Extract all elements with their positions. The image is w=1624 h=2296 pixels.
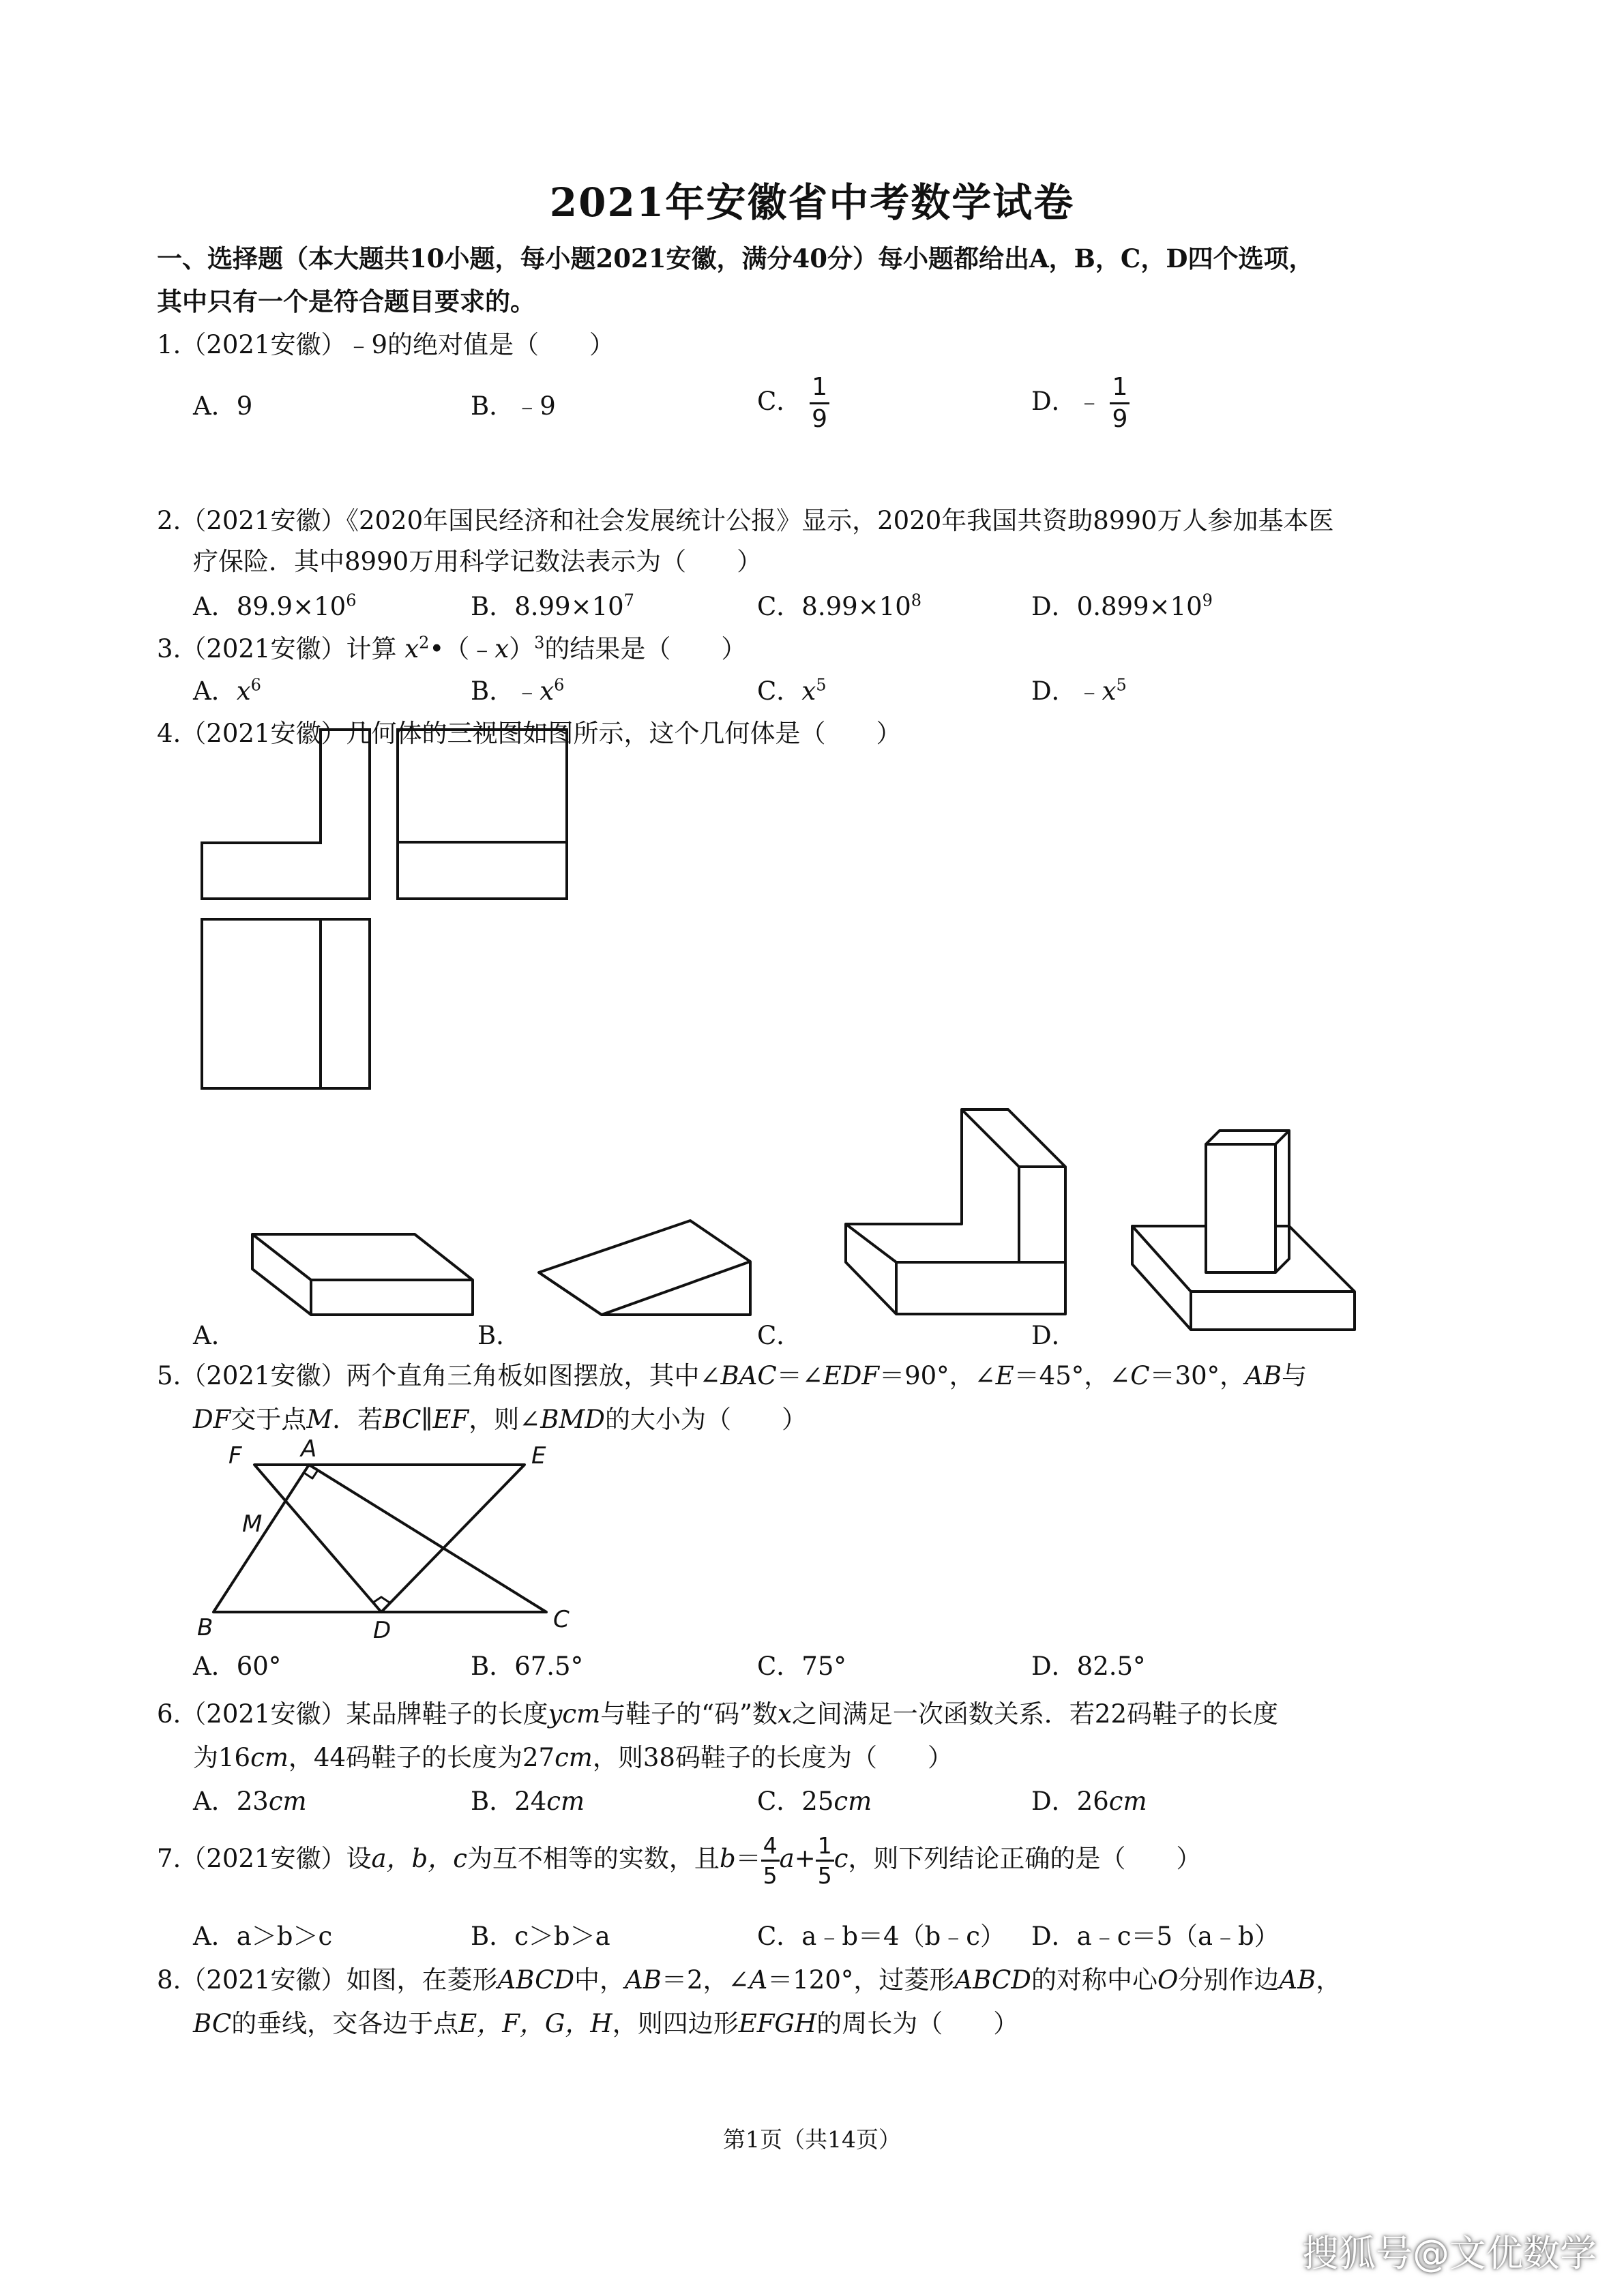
q3-stem-text: 3.（2021安徽）计算 <box>157 634 405 664</box>
q5-var: BC <box>383 1405 422 1434</box>
q2-option-c <box>757 591 921 623</box>
q3-stem <box>157 633 746 666</box>
option-label: B．﹣ <box>471 676 540 706</box>
q5-var: E <box>995 1361 1014 1390</box>
q4-option-c-solid <box>839 1101 1084 1333</box>
section-header-line2: 其中只有一个是符合题目要求的。 <box>157 286 535 316</box>
q6-option-c <box>757 1785 872 1818</box>
option-text: A．23 <box>193 1787 269 1816</box>
q8-text: 中， <box>574 1965 625 1995</box>
q5-option-b: B．67.5° <box>471 1652 584 1681</box>
q5-text: 5.（2021安徽）两个直角三角板如图摆放，其中∠ <box>157 1361 721 1390</box>
q4-option-c-label: C． <box>757 1321 802 1350</box>
var-x: x <box>236 676 251 706</box>
point-label-a: A <box>301 1435 317 1463</box>
q3-option-b <box>471 675 564 708</box>
q6-unit: cm <box>250 1743 289 1772</box>
q5-stem-line2 <box>193 1403 807 1436</box>
q1-option-d-label: D．﹣ <box>1031 387 1102 416</box>
exponent: 9 <box>1202 591 1213 610</box>
q8-text: ＝120°，过菱形 <box>767 1965 955 1995</box>
q4-option-a-label: A． <box>193 1321 237 1350</box>
var-x: x <box>1102 676 1117 706</box>
q1-option-c <box>757 375 829 432</box>
fraction-denominator: 9 <box>812 405 827 433</box>
point-label-f: F <box>228 1442 242 1470</box>
q5-text: 的大小为（ ） <box>604 1405 807 1434</box>
q8-text: ＝2，∠ <box>661 1965 750 1995</box>
exponent: 6 <box>250 675 261 695</box>
q7-fraction-1 <box>761 1834 780 1887</box>
point-label-d: D <box>373 1617 392 1644</box>
q1-option-d <box>1031 375 1130 432</box>
exponent: 3 <box>534 633 545 653</box>
q6-text: 之间满足一次函数关系．若22码鞋子的长度 <box>791 1699 1278 1729</box>
exponent: 5 <box>816 675 827 695</box>
q6-text: 与鞋子的“码”数 <box>600 1699 778 1729</box>
q5-option-c: C．75° <box>757 1652 846 1681</box>
q6-option-d <box>1031 1785 1147 1818</box>
q4-stem: 4.（2021安徽）几何体的三视图如图所示，这个几何体是（ ） <box>157 719 902 748</box>
exponent: 5 <box>1116 675 1127 695</box>
q8-var: AB <box>1279 1965 1316 1995</box>
q7-option-c: C．a﹣b＝4（b﹣c） <box>757 1922 1006 1951</box>
q1-option-c-label: C． <box>757 387 802 416</box>
q1-stem: 1.（2021安徽）﹣9的绝对值是（ ） <box>157 330 615 359</box>
q2-stem-line1: 2.（2021安徽）《2020年国民经济和社会发展统计公报》显示，2020年我国共资助8990万人参加基本医 <box>157 506 1334 535</box>
q4-option-b-solid <box>532 1214 764 1337</box>
q6-stem-line2 <box>193 1742 953 1774</box>
point-label-b: B <box>197 1614 213 1641</box>
q2-option-a <box>193 591 356 623</box>
fraction-numerator: 4 <box>761 1834 780 1862</box>
fraction-denominator: 5 <box>763 1862 778 1889</box>
q5-var: EDF <box>823 1361 880 1390</box>
var-x: x <box>801 676 816 706</box>
option-text: D．26 <box>1031 1787 1109 1816</box>
q3-option-c <box>757 675 826 708</box>
q6-option-b <box>471 1785 585 1818</box>
fraction-numerator: 1 <box>810 375 829 404</box>
q7-var: a <box>779 1844 795 1873</box>
q5-text: ，则∠ <box>469 1405 541 1434</box>
q8-text: 的垂线，交各边于点 <box>231 2009 459 2038</box>
var-x: x <box>540 676 555 706</box>
q8-var: O <box>1157 1965 1179 1995</box>
q8-text: 的周长为（ ） <box>816 2009 1019 2038</box>
q1-option-a: A．9 <box>193 391 253 421</box>
q6-option-a <box>193 1785 307 1818</box>
q5-var: BAC <box>720 1361 777 1390</box>
q8-stem-line1 <box>157 1964 1341 1997</box>
q1-option-b: B．﹣9 <box>471 391 556 421</box>
q5-stem-line1 <box>157 1360 1307 1392</box>
fraction-denominator: 9 <box>1112 405 1128 433</box>
q6-stem-line1 <box>157 1698 1278 1731</box>
q3-stem-text: ） <box>509 634 535 664</box>
unit: cm <box>268 1787 307 1816</box>
q7-fraction-2 <box>816 1834 834 1887</box>
q7-text: 7.（2021安徽）设 <box>157 1844 372 1873</box>
var-x: x <box>494 634 510 664</box>
page-title: 2021年安徽省中考数学试卷 <box>549 179 1075 226</box>
q5-text: ＝30°， <box>1149 1361 1245 1390</box>
q6-var: ycm <box>548 1699 601 1729</box>
fraction-numerator: 1 <box>816 1834 834 1862</box>
q7-option-d: D．a﹣c＝5（a﹣b） <box>1031 1922 1280 1951</box>
option-label: A． <box>193 676 237 706</box>
q7-text: ，则下列结论正确的是（ ） <box>848 1844 1202 1873</box>
fraction-denominator: 5 <box>817 1862 832 1889</box>
q8-var: EFGH <box>738 2009 817 2038</box>
point-label-c: C <box>553 1606 570 1633</box>
q4-option-d-label: D． <box>1031 1321 1077 1350</box>
watermark: 搜狐号@文优数学 <box>1302 2232 1597 2275</box>
option-text: C．25 <box>757 1787 834 1816</box>
exponent: 6 <box>554 675 565 695</box>
q5-text: ∥ <box>421 1405 433 1434</box>
q5-option-d: D．82.5° <box>1031 1652 1146 1681</box>
q2-option-a-text: A．89.9×10 <box>193 592 346 621</box>
point-label-m: M <box>242 1510 263 1538</box>
q8-stem-line2 <box>193 2008 1018 2040</box>
unit: cm <box>833 1787 872 1816</box>
exponent: 6 <box>346 591 357 610</box>
q2-option-d-text: D．0.899×10 <box>1031 592 1202 621</box>
unit: cm <box>546 1787 585 1816</box>
q8-text: 的对称中心 <box>1031 1965 1157 1995</box>
q6-unit: cm <box>555 1743 593 1772</box>
q3-option-a <box>193 675 261 708</box>
q2-stem-line2: 疗保险．其中8990万用科学记数法表示为（ ） <box>193 547 763 576</box>
q6-text: 为16 <box>193 1743 251 1772</box>
triangle-abc <box>213 1465 546 1612</box>
q5-text: 交于点 <box>231 1405 307 1434</box>
q5-text: ＝45°，∠ <box>1014 1361 1131 1390</box>
q7-text: 为互不相等的实数，且 <box>467 1844 720 1873</box>
q5-var: BMD <box>540 1405 605 1434</box>
q5-text: ＝∠ <box>776 1361 823 1390</box>
q5-option-a: A．60° <box>193 1652 282 1681</box>
q5-var: DF <box>193 1405 231 1434</box>
q7-text: ＝ <box>735 1844 761 1873</box>
section-header-line1: 一、选择题（本大题共10小题，每小题2021安徽，满分40分）每小题都给出A，B，C，D四个选项， <box>157 243 1314 273</box>
var-x: x <box>404 634 419 664</box>
q5-text: ．若 <box>332 1405 383 1434</box>
side-view <box>398 730 567 899</box>
q6-text: 6.（2021安徽）某品牌鞋子的长度 <box>157 1699 548 1729</box>
option-text: B．24 <box>471 1787 547 1816</box>
q4-option-a-solid <box>246 1214 491 1337</box>
q7-text: + <box>794 1844 816 1873</box>
q5-var: AB <box>1245 1361 1282 1390</box>
q2-option-b <box>471 591 634 623</box>
q1-option-d-fraction <box>1110 375 1130 432</box>
q8-text: ， <box>1316 1965 1342 1995</box>
exponent: 7 <box>623 591 634 610</box>
q5-var: EF <box>432 1405 469 1434</box>
q3-option-d <box>1031 675 1127 708</box>
page-footer: 第1页（共14页） <box>723 2126 901 2153</box>
exponent: 2 <box>419 633 430 653</box>
exponent: 8 <box>911 591 922 610</box>
q3-stem-text: •（﹣ <box>429 634 495 664</box>
q2-option-b-text: B．8.99×10 <box>471 592 624 621</box>
q3-stem-text: 的结果是（ ） <box>544 634 747 664</box>
q8-var: BC <box>193 2009 232 2038</box>
q4-option-b-label: B． <box>477 1321 522 1350</box>
q1-option-c-fraction <box>810 375 829 432</box>
q5-triangles-figure <box>193 1435 602 1644</box>
q7-stem <box>157 1834 1201 1887</box>
q6-var: x <box>778 1699 792 1729</box>
q5-text: 与 <box>1282 1361 1308 1390</box>
point-label-e: E <box>531 1442 546 1470</box>
q7-option-a: A．a＞b＞c <box>193 1922 333 1951</box>
q8-var: AB <box>625 1965 662 1995</box>
q6-text: ，则38码鞋子的长度为（ ） <box>592 1743 953 1772</box>
q2-option-c-text: C．8.99×10 <box>757 592 911 621</box>
q7-option-b: B．c＞b＞a <box>471 1922 610 1951</box>
q5-var: C <box>1130 1361 1150 1390</box>
option-label: D．﹣ <box>1031 676 1102 706</box>
q7-var: b <box>719 1844 736 1873</box>
q5-text: ＝90°，∠ <box>879 1361 996 1390</box>
option-label: C． <box>757 676 802 706</box>
q8-text: ，则四边形 <box>612 2009 739 2038</box>
q8-text: 8.（2021安徽）如图，在菱形 <box>157 1965 498 1995</box>
fraction-numerator: 1 <box>1110 375 1130 404</box>
q8-var: ABCD <box>497 1965 575 1995</box>
top-view <box>202 919 370 1088</box>
front-view <box>202 730 370 899</box>
q2-option-d <box>1031 591 1213 623</box>
q7-var: c <box>833 1844 848 1873</box>
q4-three-views-figure <box>191 723 587 1105</box>
q8-text: 分别作边 <box>1178 1965 1280 1995</box>
q6-text: ，44码鞋子的长度为27 <box>288 1743 555 1772</box>
q5-var: M <box>306 1405 333 1434</box>
q8-var: A <box>749 1965 768 1995</box>
q7-var: a，b，c <box>371 1844 467 1873</box>
q4-option-d-solid <box>1125 1125 1371 1337</box>
q8-var: E，F，G，H <box>458 2009 612 2038</box>
q8-var: ABCD <box>954 1965 1031 1995</box>
unit: cm <box>1108 1787 1147 1816</box>
